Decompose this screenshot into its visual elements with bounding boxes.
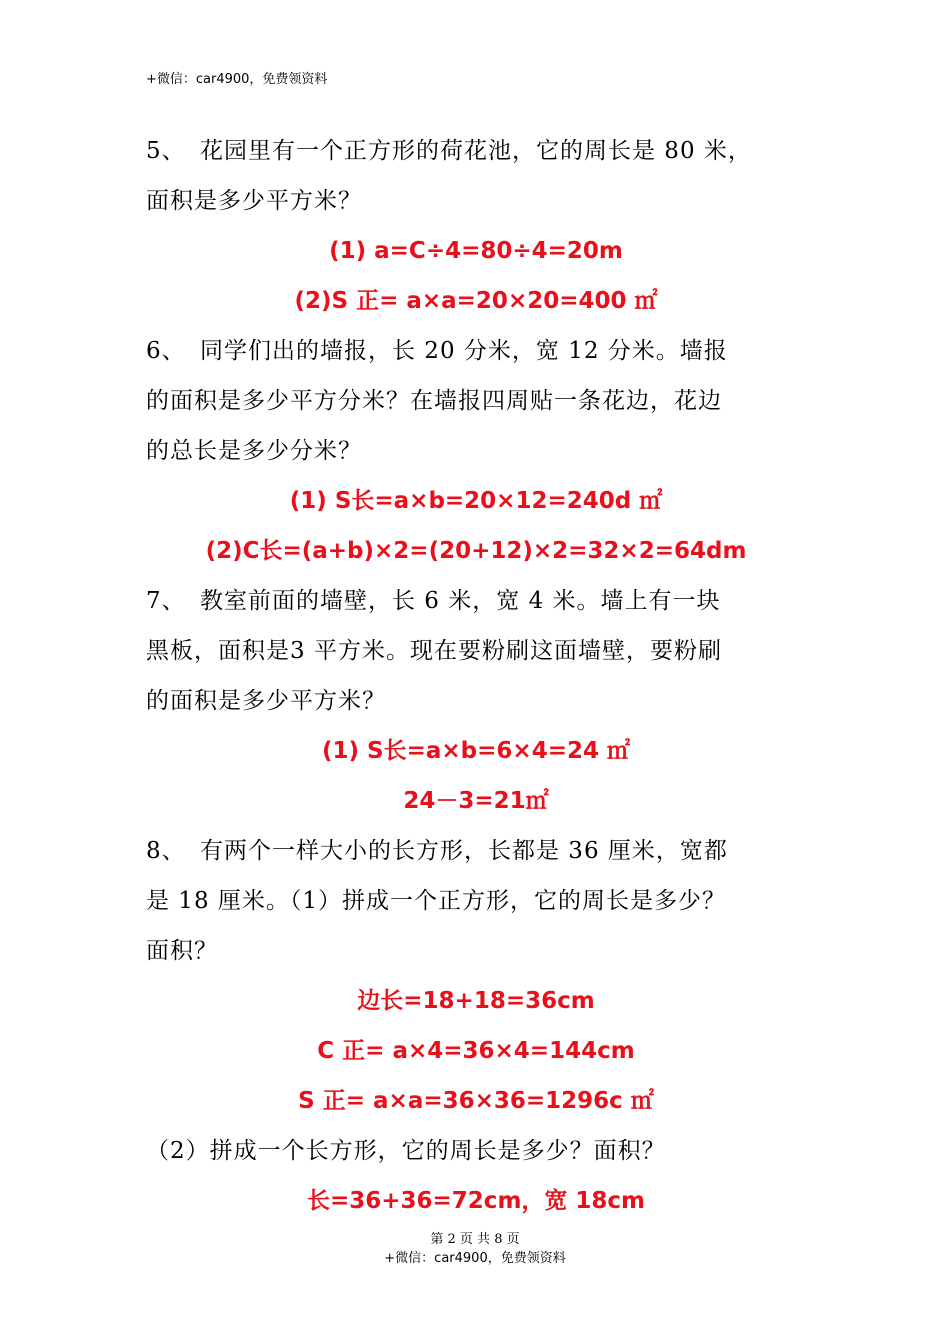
problem-8-line-3: 面积？	[146, 938, 218, 964]
document-body	[146, 126, 806, 1226]
header-note: +微信：car4900，免费领资料	[146, 72, 328, 87]
answer-8-part-2: 长=36+36=72cm，宽 18cm	[306, 1188, 646, 1214]
problem-number: 6、	[146, 338, 186, 364]
answer-6-2: (2)C长=(a+b)×2=(20+12)×2=32×2=64dm	[205, 538, 747, 564]
footer-note: +微信：car4900，免费领资料	[384, 1251, 566, 1266]
answer-5-1: (1) a=C÷4=80÷4=20m	[329, 238, 623, 264]
answer-7-1: (1) S长=a×b=6×4=24 ㎡	[322, 738, 630, 764]
answer-6-1: (1) S长=a×b=20×12=240d ㎡	[289, 488, 663, 514]
problem-6-line-1: 6、 同学们出的墙报，长 20 分米，宽 12 分米。墙报	[146, 326, 806, 376]
answer-8-1: 边长=18+18=36cm	[357, 988, 595, 1014]
problem-number: 8、	[146, 838, 186, 864]
problem-8-line-1: 8、 有两个一样大小的长方形，长都是 36 厘米，宽都	[146, 826, 806, 876]
problem-8-line-2: 是 18 厘米。（1）拼成一个正方形，它的周长是多少？	[146, 888, 727, 914]
answer-7-2: 24－3=21㎡	[403, 788, 549, 814]
problem-7-line-1: 7、 教室前面的墙壁，长 6 米，宽 4 米。墙上有一块	[146, 576, 806, 626]
answer-8-3: S 正= a×a=36×36=1296c ㎡	[298, 1088, 654, 1114]
problem-number: 7、	[146, 588, 186, 614]
problem-8-part-2: （2）拼成一个长方形，它的周长是多少？面积？	[146, 1138, 666, 1164]
page-number: 第 2 页 共 8 页	[430, 1232, 520, 1247]
problem-7-line-3: 的面积是多少平方米？	[146, 688, 386, 714]
answer-5-2: (2)S 正= a×a=20×20=400 ㎡	[294, 288, 658, 314]
problem-6-line-2: 的面积是多少平方分米？在墙报四周贴一条花边，花边	[146, 388, 722, 414]
problem-7-line-2: 黑板，面积是3 平方米。现在要粉刷这面墙壁，要粉刷	[146, 638, 722, 664]
problem-5-line-2: 面积是多少平方米？	[146, 188, 362, 214]
problem-5-line-1: 5、 花园里有一个正方形的荷花池，它的周长是 80 米，	[146, 126, 806, 176]
problem-6-line-3: 的总长是多少分米？	[146, 438, 362, 464]
problem-number: 5、	[146, 138, 186, 164]
answer-8-2: C 正= a×4=36×4=144cm	[317, 1038, 635, 1064]
